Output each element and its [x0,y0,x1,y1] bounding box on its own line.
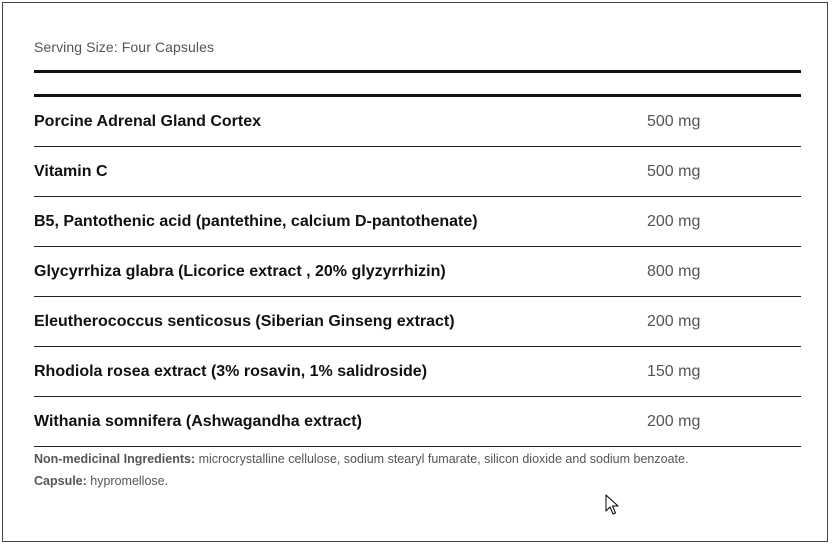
ingredient-name: Porcine Adrenal Gland Cortex [34,113,262,130]
non-medicinal-text: microcrystalline cellulose, sodium stearyl fumarate, silicon dioxide and sodium benzoate. [195,452,689,466]
ingredient-row [34,347,801,397]
ingredient-table [34,97,801,447]
ingredient-amount: 200 mg [647,413,701,430]
ingredient-row [34,147,801,197]
ingredient-name: Eleutherococcus senticosus (Siberian Ginseng extract) [34,313,455,330]
non-medicinal-label: Non-medicinal Ingredients: [34,452,196,466]
ingredient-name: Vitamin C [34,163,108,180]
ingredient-name: Withania somnifera (Ashwagandha extract) [34,413,362,430]
ingredient-amount: 800 mg [647,263,701,280]
ingredient-amount: 500 mg [647,163,701,180]
ingredient-row [34,197,801,247]
ingredient-name: Rhodiola rosea extract (3% rosavin, 1% salidroside) [34,363,428,380]
ingredient-row [34,397,801,447]
header-divider-top [34,70,801,73]
ingredient-row [34,97,801,147]
serving-size: Serving Size: Four Capsules [34,39,215,55]
ingredient-amount: 200 mg [647,213,701,230]
ingredient-name: Glycyrrhiza glabra (Licorice extract , 20% glyzyrrhizin) [34,263,446,280]
ingredient-amount: 500 mg [647,113,701,130]
capsule-info [34,470,801,492]
ingredient-row [34,297,801,347]
supplement-facts-panel [2,2,828,542]
ingredient-row [34,247,801,297]
capsule-label: Capsule: [34,474,87,488]
ingredient-name: B5, Pantothenic acid (pantethine, calcium D-pantothenate) [34,213,478,230]
non-medicinal-ingredients [34,448,801,470]
mouse-pointer-icon [605,494,619,516]
ingredient-amount: 150 mg [647,363,701,380]
footnote [34,448,801,492]
ingredient-amount: 200 mg [647,313,701,330]
capsule-text: hypromellose. [86,474,169,488]
